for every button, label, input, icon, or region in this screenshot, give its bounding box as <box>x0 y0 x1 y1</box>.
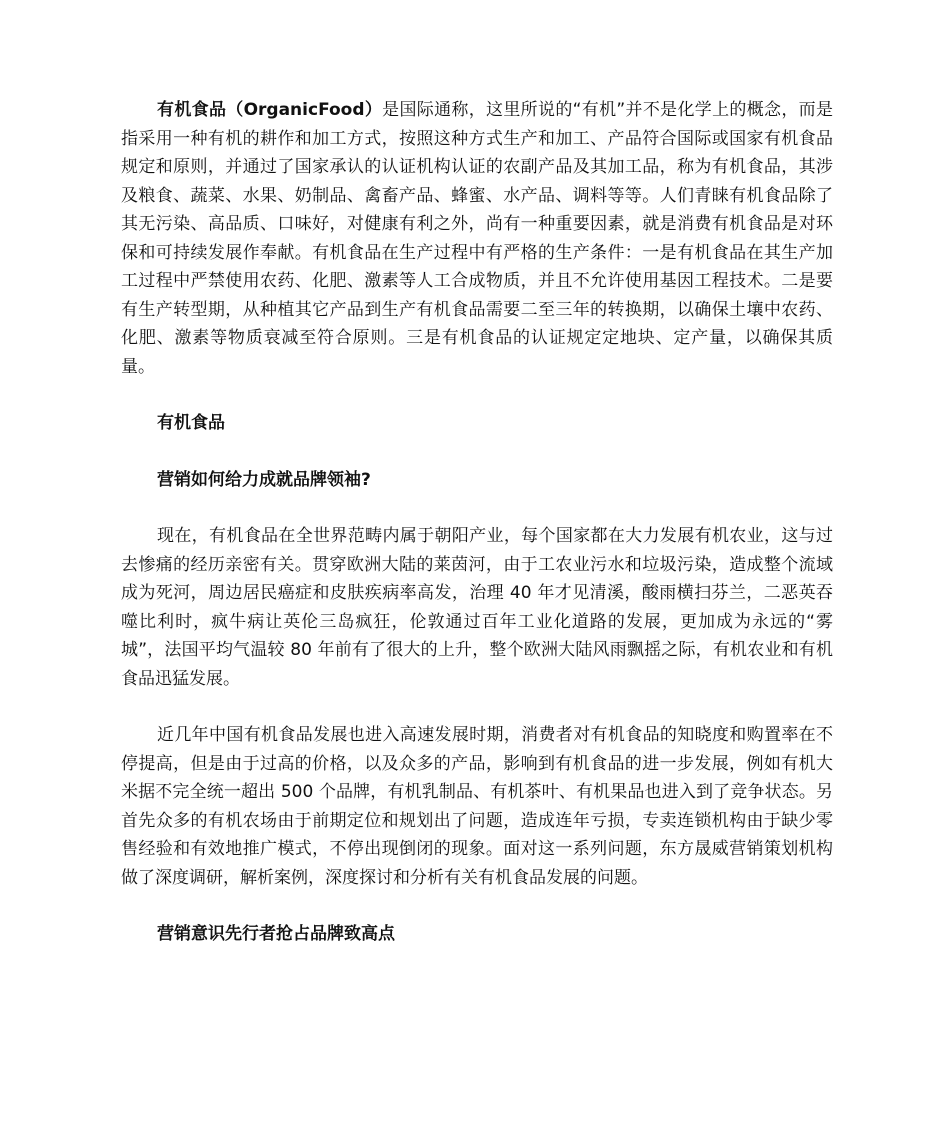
body-paragraph-2: 近几年中国有机食品发展也进入高速发展时期，消费者对有机食品的知晓度和购置率在不停提高，但是由于过高的价格，以及众多的产品，影响到有机食品的进一步发展，例如有机大米据不完全统一超出 500 个品牌，有机乳制品、有机茶叶、有机果品也进入到了竞争状态。另首先众多的有机农场由于前期定位和规划出了问题，造成连年亏损，专卖连锁机构由于缺少零售经验和有效地推广模式，不停出现倒闭的现象。面对这一系列问题，东方晟威营销策划机构做了深度调研，解析案例，深度探讨和分析有关有机食品发展的问题。 <box>121 725 833 888</box>
document-body <box>121 96 833 977</box>
section-heading-organic-food: 有机食品 <box>157 413 225 433</box>
intro-bold-lead: 有机食品（OrganicFood） <box>157 100 383 120</box>
intro-text: 是国际通称，这里所说的“有机”并不是化学上的概念，而是指采用一种有机的耕作和加工方式，按照这种方式生产和加工、产品符合国际或国家有机食品规定和原则，并通过了国家承认的认证机构认证的农副产品及其加工品，称为有机食品，其涉及粮食、蔬菜、水果、奶制品、禽畜产品、蜂蜜、水产品、调料等等。人们青睐有机食品除了其无污染、高品质、口味好，对健康有利之外，尚有一种重要因素，就是消费有机食品是对环保和可持续发展作奉献。有机食品在生产过程中有严格的生产条件：一是有机食品在其生产加工过程中严禁使用农药、化肥、激素等人工合成物质，并且不允许使用基因工程技术。二是要有生产转型期，从种植其它产品到生产有机食品需要二至三年的转换期，以确保土壤中农药、化肥、激素等物质衰减至符合原则。三是有机食品的认证规定定地块、定产量，以确保其质量。 <box>121 100 833 377</box>
intro-paragraph <box>121 96 833 381</box>
section-heading-brand-high: 营销意识先行者抢占品牌致高点 <box>157 924 395 944</box>
section-heading-marketing: 营销如何给力成就品牌领袖? <box>157 469 371 490</box>
body-paragraph-1: 现在，有机食品在全世界范畴内属于朝阳产业，每个国家都在大力发展有机农业，这与过去惨痛的经历亲密有关。贯穿欧洲大陆的莱茵河，由于工农业污水和垃圾污染，造成整个流域成为死河，周边居民癌症和皮肤疾病率高发，治理 40 年才见清溪，酸雨横扫芬兰，二恶英吞噬比利时，疯牛病让英伦三岛疯狂，伦敦通过百年工业化道路的发展，更加成为永远的“雾城”，法国平均气温较 80 年前有了很大的上升，整个欧洲大陆风雨飘摇之际，有机农业和有机食品迅猛发展。 <box>121 526 833 689</box>
